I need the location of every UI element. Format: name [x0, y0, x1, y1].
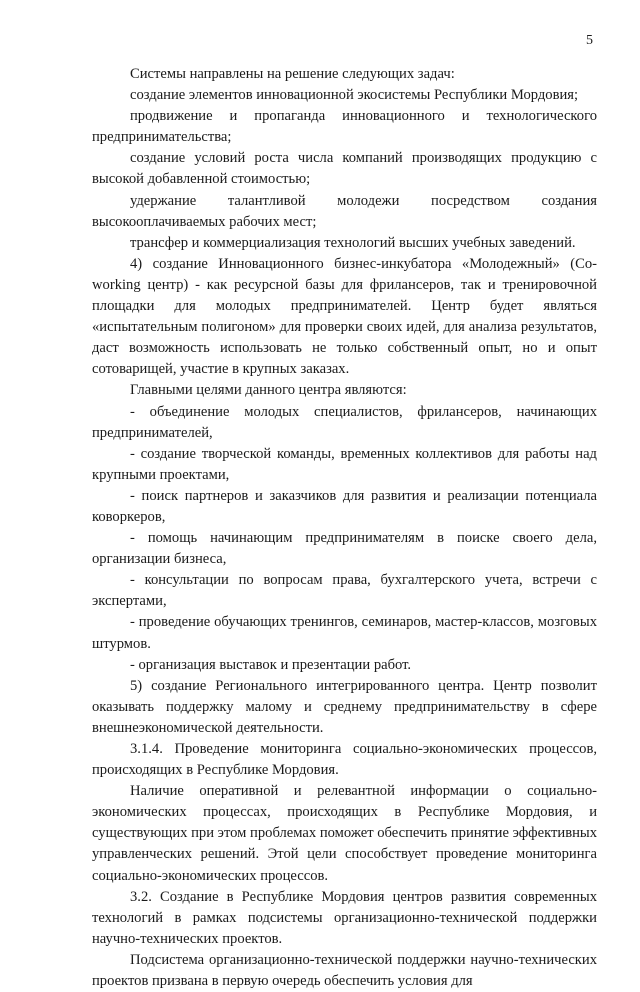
paragraph: создание элементов инновационной экосистемы Республики Мордовия; [130, 87, 579, 104]
list-item: - организация выставок и презентации работ. [130, 656, 412, 673]
section-heading: 3.2. Создание в Республике Мордовия центров развития современных технологий в рамках подсистемы организационно-технической поддержки научно-технических проектов. [92, 888, 597, 947]
paragraph: создание условий роста числа компаний производящих продукцию с высокой добавленной стоимостью; [92, 150, 597, 188]
list-item: - объединение молодых специалистов, фрилансеров, начинающих предпринимателей, [92, 403, 597, 441]
paragraph: 5) создание Регионального интегрированного центра. Центр позволит оказывать поддержку малому и среднему предпринимательству в сфере внешнеэкономической деятельности. [92, 677, 597, 736]
list-item: - помощь начинающим предпринимателям в поиске своего дела, организации бизнеса, [92, 530, 597, 568]
paragraph: Наличие оперативной и релевантной информации о социально-экономических процессах, происходящих в Республике Мордовия, и существующих при этом проблемах поможет обеспечить принятие эффективных управленческих решений. Этой цели способствует проведение мониторинга социально-экономических процессов. [92, 783, 597, 884]
paragraph: удержание талантливой молодежи посредством создания высокооплачиваемых рабочих мест; [92, 192, 597, 230]
list-item: - создание творческой команды, временных коллективов для работы над крупными проектами, [92, 445, 597, 483]
list-item: - поиск партнеров и заказчиков для развития и реализации потенциала коворкеров, [92, 487, 597, 525]
page-number: 5 [586, 33, 593, 48]
list-item: - проведение обучающих тренингов, семинаров, мастер-классов, мозговых штурмов. [92, 614, 597, 652]
paragraph: Главными целями данного центра являются: [130, 382, 407, 399]
section-heading: 3.1.4. Проведение мониторинга социально-экономических процессов, происходящих в Республике Мордовия. [92, 741, 597, 779]
document-body [92, 64, 597, 992]
paragraph: продвижение и пропаганда инновационного и технологического предпринимательства; [92, 108, 597, 146]
paragraph: Системы направлены на решение следующих задач: [130, 66, 455, 82]
list-item: - консультации по вопросам права, бухгалтерского учета, встречи с экспертами, [92, 572, 597, 610]
paragraph: трансфер и коммерциализация технологий высших учебных заведений. [130, 234, 576, 251]
paragraph: Подсистема организационно-технической поддержки научно-технических проектов призвана в первую очередь обеспечить условия для [92, 951, 597, 990]
paragraph: 4) создание Инновационного бизнес-инкубатора «Молодежный» (Co-working центр) - как ресурсной базы для фрилансеров, так и тренировочной площадки для молодых предпринимателей. Центр будет являться «испытательным полигоном» для проверки своих идей, для анализа результатов, даст возможность использовать не только собственный опыт, но и опыт сотоварищей, участие в крупных заказах. [92, 255, 597, 378]
